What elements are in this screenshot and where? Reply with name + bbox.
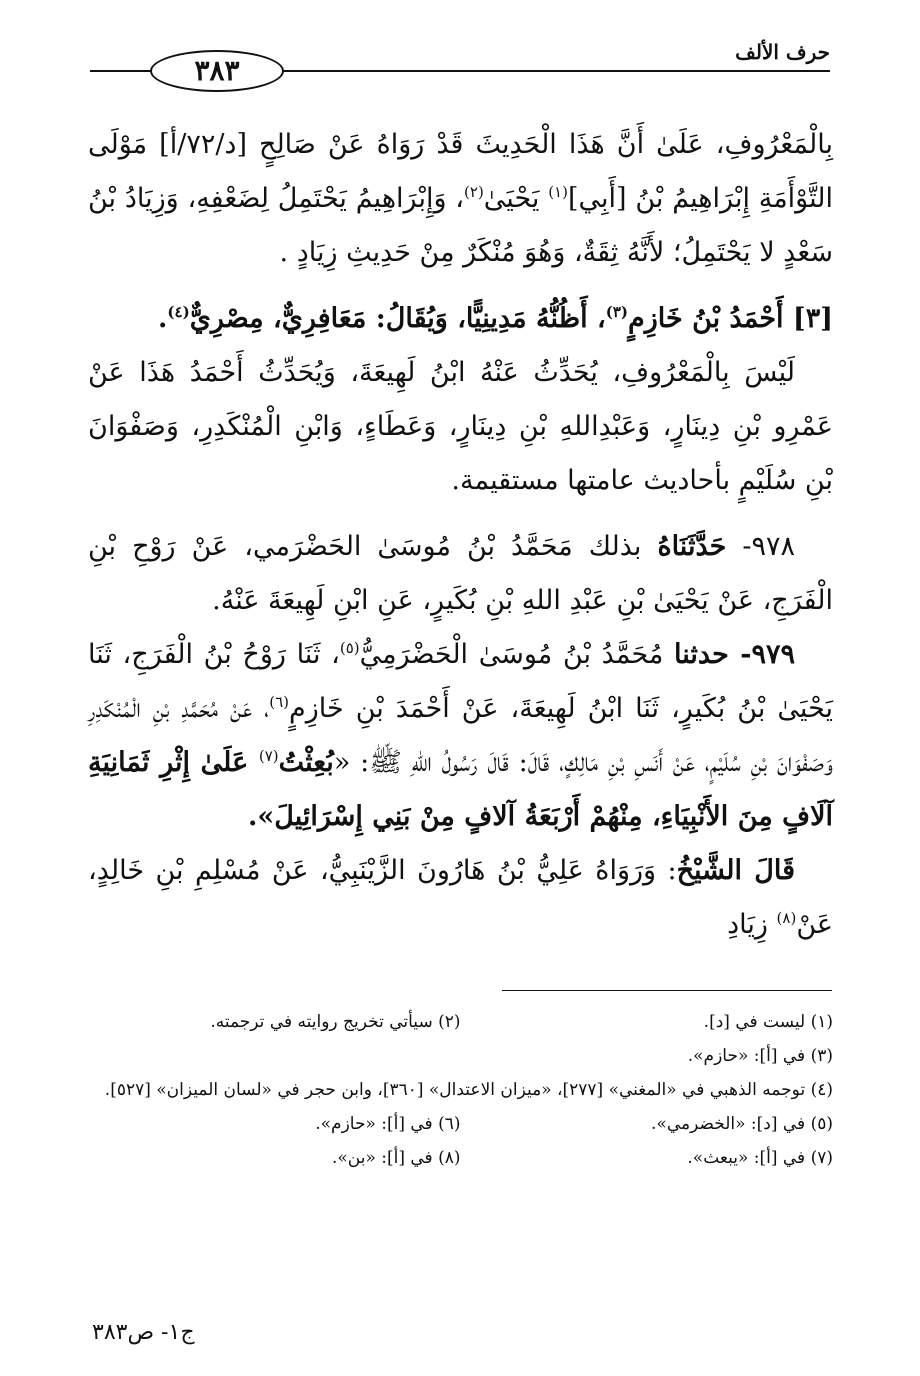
footnote-ref-8: (٨)	[776, 909, 797, 927]
footnote-2: (٢) سيأتي تخريج روايته في ترجمته.	[210, 1012, 461, 1032]
footnote-ref-1: (١)	[548, 183, 568, 201]
hadith-979-chain-word: حدثنا	[674, 639, 729, 670]
hadith-978-text: بذلك مَحَمَّدُ بْنُ مُوسَىٰ الحَضْرَمي، عَنْ رَوْحِ بْنِ الْفَرَجِ، عَنْ يَحْيَىٰ بْنِ عَبْدِ اللهِ بْنِ بُكَيرٍ، عَنِ ابْنِ لَهِيعَةَ عَنْهُ.	[88, 531, 833, 616]
page-number: ٣٨٣	[150, 50, 284, 92]
footnote-7: (٧) في [أ]: «يبعث».	[687, 1148, 833, 1168]
entry-rest: ، أَظُنُّهُ مَدِينِيًّا، وَيُقَالُ: مَعَافِرِيٌّ، مِصْرِيٌّ	[189, 303, 606, 334]
shaykh-end: زِيَادِ	[727, 909, 777, 940]
footnote-ref-5: (٥)	[339, 639, 360, 657]
p1-text-b: يَحْيَىٰ	[483, 183, 549, 214]
hadith-979-text-a: مُحَمَّدُ بْنُ مُوسَىٰ الْحَضْرَمِيُّ	[359, 639, 675, 670]
page-header	[90, 40, 830, 110]
running-head: حرف الألف	[735, 40, 830, 64]
p1-text-c: ، وَإِبْرَاهِيمُ يَحْتَمِلُ لِضَعْفِهِ، وَزِيَادُ بْنُ سَعْدٍ لا يَحْتَمِلُ؛ لأَنَّهُ ثِقَةٌ، وَهُوَ مُنْكَرٌ مِنْ حَدِيثِ زِيَادٍ .	[88, 183, 833, 268]
shaykh-label: قَالَ الشَّيْخُ	[676, 855, 795, 886]
hadith-979-end: ».	[247, 801, 275, 832]
volume-page-reference: ج١- ص٣٨٣	[92, 1320, 195, 1345]
hadith-979-text-b: ، ثَنَا رَوْحُ بْنُ الْفَرَجِ، ثَنَا يَحْيَىٰ بْنُ بُكَيرٍ، ثَنَا ابْنُ لَهِيعَةَ، عَنْ أَحْمَدَ بْنِ خَازِمٍ	[88, 639, 834, 724]
footnote-ref-6: (٦)	[269, 693, 289, 711]
paragraph-1	[88, 118, 833, 280]
footnote-6: (٦) في [أ]: «حازم».	[315, 1114, 461, 1134]
hadith-979-quote-a: بُعِثْتُ	[278, 747, 334, 778]
hadith-978-chain-word: حَدَّثَنَاهُ	[657, 531, 727, 562]
entry-heading	[88, 292, 833, 346]
footnote-4: (٤) توجمه الذهبي في «المغني» [٢٧٧]، «ميزان الاعتدال» [٣٦٠]، وابن حجر في «لسان الميزان» [٥٢٧].	[104, 1080, 833, 1100]
footnote-1: (١) ليست في [د].	[703, 1012, 833, 1032]
footnotes	[88, 1005, 833, 1175]
footnote-ref-2: (٢)	[464, 183, 484, 201]
footnote-ref-7: (٧)	[258, 747, 279, 765]
entry-name: [٣] أَحْمَدُ بْنُ خَازِمٍ	[628, 303, 833, 334]
entry-end: .	[158, 303, 168, 334]
footnote-rule	[502, 990, 832, 991]
footnote-5: (٥) في [د]: «الخضرمي».	[651, 1114, 833, 1134]
hadith-978	[88, 520, 833, 628]
hadith-978-number: ٩٧٨-	[726, 531, 795, 562]
hadith-979-quote-b: عَلَىٰ إِثْرِ ثَمَانِيَةِ آلَافٍ مِنَ الأَنْبِيَاءِ، مِنْهُمْ أَرْبَعَةُ آلافٍ مِنْ بَنِي إِسْرَائِيلَ	[88, 747, 833, 832]
p1-text: بِالْمَعْرُوفِ، عَلَىٰ أَنَّ هَذَا الْحَدِيثَ قَدْ رَوَاهُ عَنْ صَالِحٍ [د/٧٢/أ] مَوْلَى التَّوْأَمَةِ إِبْرَاهِيمُ بْنُ [أَبِي]	[88, 129, 834, 214]
footnote-ref-3: (٣)	[605, 303, 628, 321]
hadith-979-text-c: ، عَنْ مُحَمَّدِ بْنِ الْمُنْكَدِرِ وَصَفْوَانَ بْنِ سُلَيْمٍ، عَنْ أَنَسِ بْنِ مَالِكٍ، قَالَ: قَالَ رَسُولُ اللهِ ﷺ: «	[88, 693, 833, 778]
hadith-979	[88, 628, 833, 844]
paragraph-2: لَيْسَ بِالْمَعْرُوفِ، يُحَدِّثُ عَنْهُ ابْنُ لَهِيعَةَ، وَيُحَدِّثُ أَحْمَدُ هَذَا عَنْ عَمْرِو بْنِ دِينَارٍ، وَعَبْدِاللهِ بْنِ دِينَارٍ، وَعَطَاءٍ، وَابْنِ الْمُنْكَدِرِ، وَصَفْوَانَ بْنِ سُلَيْمٍ بأحاديث عامتها مستقيمة.	[88, 357, 833, 496]
hadith-979-number: ٩٧٩-	[728, 639, 796, 670]
main-text	[88, 118, 833, 952]
footnote-3: (٣) في [أ]: «حازم».	[687, 1046, 833, 1066]
footnote-ref-4: (٤)	[167, 303, 190, 321]
shaykh-paragraph	[88, 844, 833, 952]
shaykh-text: : وَرَوَاهُ عَلِيُّ بْنُ هَارُونَ الزَّيْنَبِيُّ، عَنْ مُسْلِمِ بْنِ خَالِدٍ، عَنْ	[88, 855, 833, 940]
footnote-8: (٨) في [أ]: «بن».	[331, 1148, 461, 1168]
